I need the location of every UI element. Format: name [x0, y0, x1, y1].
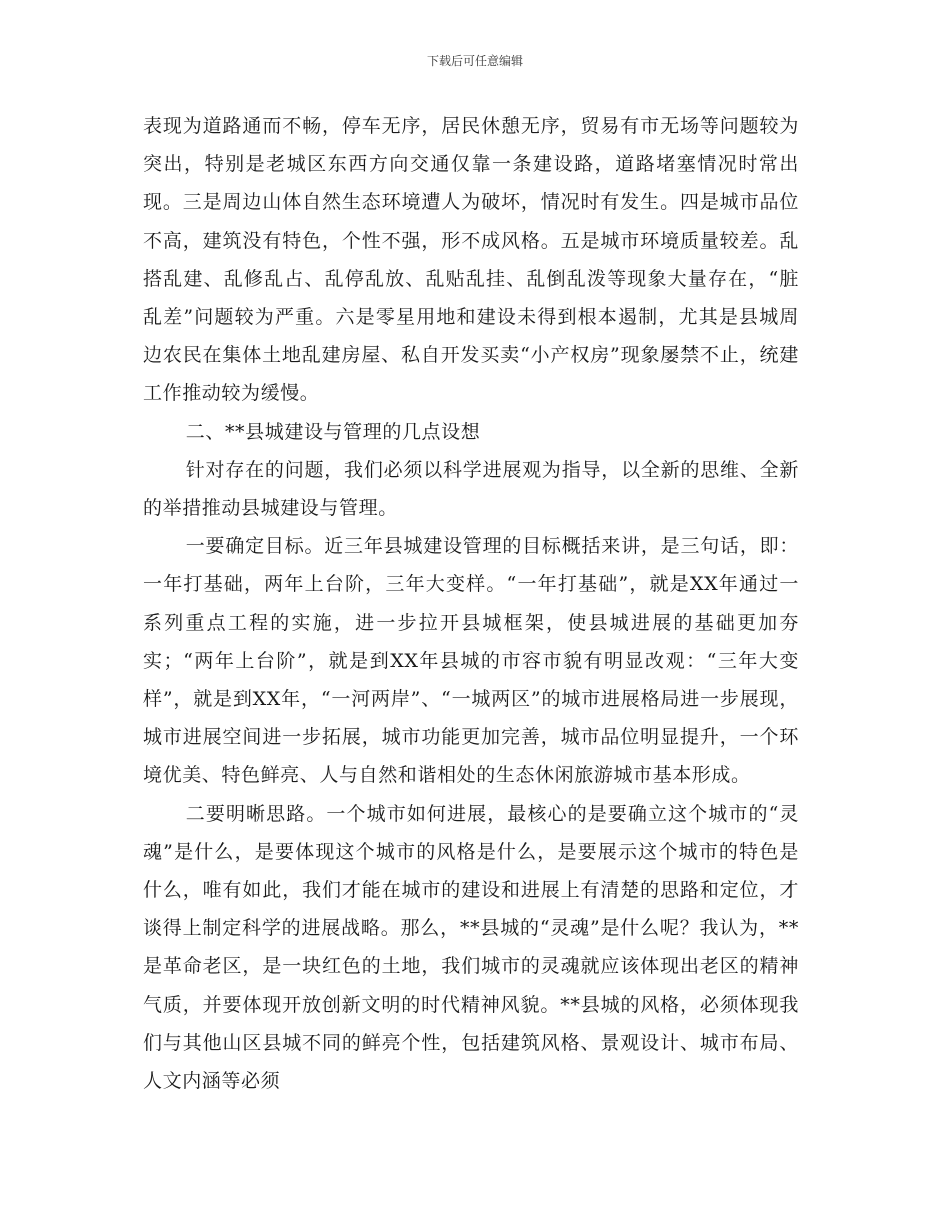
paragraph-goals: 一要确定目标。近三年县城建设管理的目标概括来讲，是三句话，即：一年打基础，两年上台阶，三年大变样。“一年打基础”，就是XX年通过一系列重点工程的实施，进一步拉开县城框架，使县城进展的基础更加夯实；“两年上台阶”，就是到XX年县城的市容市貌有明显改观：“三年大变样”，就是到XX年，“一河两岸”、“一城两区”的城市进展格局进一步展现，城市进展空间进一步拓展，城市功能更加完善，城市品位明显提升，一个环境优美、特色鲜亮、人与自然和谐相处的生态休闲旅游城市基本形成。 — [143, 535, 799, 787]
section-heading-2: 二、**县城建设与管理的几点设想 — [185, 420, 481, 443]
paragraph-approach: 二要明晰思路。一个城市如何进展，最核心的是要确立这个城市的“灵魂”是什么，是要体现这个城市的风格是什么，是要展示这个城市的特色是什么，唯有如此，我们才能在城市的建设和进展上有清楚的思路和定位，才谈得上制定科学的进展战略。那么，**县城的“灵魂”是什么呢？我认为，**是革命老区，是一块红色的土地，我们城市的灵魂就应该体现出老区的精神气质，并要体现开放创新文明的时代精神风貌。**县城的风格，必须体现我们与其他山区县城不同的鲜亮个性，包括建筑风格、景观设计、城市布局、人文内涵等必须 — [143, 802, 799, 1093]
paragraph-intro: 针对存在的问题，我们必须以科学进展观为指导，以全新的思维、全新的举措推动县城建设与管理。 — [143, 458, 799, 520]
document-body — [143, 107, 799, 1100]
page-header-note: 下载后可任意编辑 — [426, 54, 523, 68]
paragraph-problems-continued: 表现为道路通而不畅，停车无序，居民休憩无序，贸易有市无场等问题较为突出，特别是老城区东西方向交通仅靠一条建设路，道路堵塞情况时常出现。三是周边山体自然生态环境遭人为破坏，情况时有发生。四是城市品位不高，建筑没有特色，个性不强，形不成风格。五是城市环境质量较差。乱搭乱建、乱修乱占、乱停乱放、乱贴乱挂、乱倒乱泼等现象大量存在，“脏乱差”问题较为严重。六是零星用地和建设未得到根本遏制，尤其是县城周边农民在集体土地乱建房屋、私自开发买卖“小产权房”现象屡禁不止，统建工作推动较为缓慢。 — [143, 115, 799, 405]
